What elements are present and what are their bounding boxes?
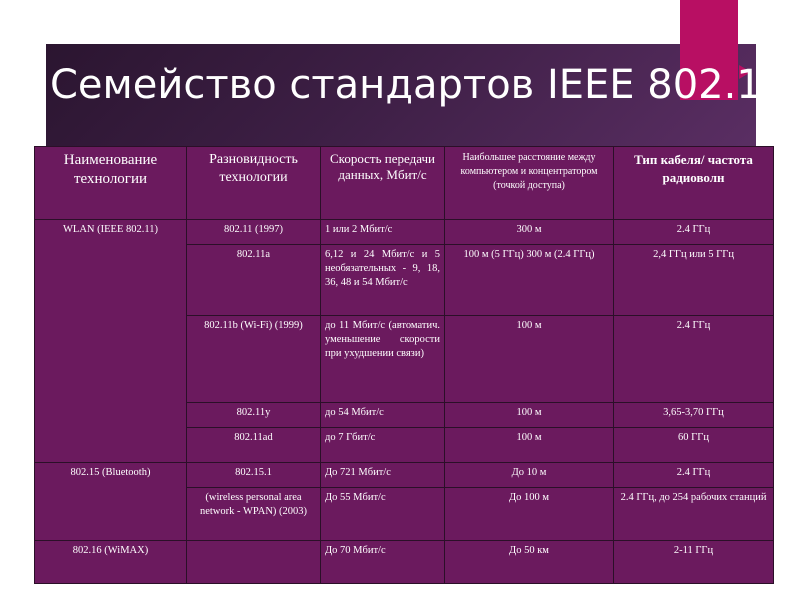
cell-speed: До 55 Мбит/с (321, 488, 445, 541)
cell-cable: 3,65-3,70 ГГц (614, 403, 774, 428)
cell-variant: 802.11ad (187, 428, 321, 463)
standards-table-container (34, 146, 773, 584)
cell-cable: 2.4 ГГц (614, 316, 774, 403)
cell-speed: до 54 Мбит/с (321, 403, 445, 428)
cell-speed: до 11 Мбит/с (автоматич. уменьшение скорости при ухудшении связи) (321, 316, 445, 403)
standards-table (34, 146, 774, 584)
slide-title: Семейство стандартов IEEE 802.11 (50, 62, 788, 108)
cell-cable: 2.4 ГГц (614, 463, 774, 488)
group-wlan: WLAN (IEEE 802.11) (35, 220, 187, 463)
cell-variant: 802.11b (Wi-Fi) (1999) (187, 316, 321, 403)
cell-speed: До 721 Мбит/с (321, 463, 445, 488)
cell-variant: 802.11 (1997) (187, 220, 321, 245)
header-name: Наименование технологии (35, 147, 187, 220)
group-wimax: 802.16 (WiMAX) (35, 541, 187, 584)
cell-speed: 6,12 и 24 Мбит/с и 5 необязательных - 9, 18, 36, 48 и 54 Мбит/с (321, 245, 445, 316)
cell-speed: До 70 Мбит/с (321, 541, 445, 584)
cell-distance: 100 м (445, 403, 614, 428)
cell-variant: 802.11y (187, 403, 321, 428)
table-body (35, 220, 774, 584)
table-row (35, 541, 774, 584)
cell-cable: 2-11 ГГц (614, 541, 774, 584)
cell-cable: 2,4 ГГц или 5 ГГц (614, 245, 774, 316)
cell-distance: 100 м (445, 428, 614, 463)
cell-speed: 1 или 2 Мбит/с (321, 220, 445, 245)
cell-distance: 300 м (445, 220, 614, 245)
header-distance: Наибольшее расстояние между компьютером и концентратором (точкой доступа) (445, 147, 614, 220)
cell-variant: 802.15.1 (187, 463, 321, 488)
cell-distance: До 10 м (445, 463, 614, 488)
cell-cable: 60 ГГц (614, 428, 774, 463)
cell-cable: 2.4 ГГц, до 254 рабочих станций (614, 488, 774, 541)
cell-variant: 802.11a (187, 245, 321, 316)
header-speed: Скорость передачи данных, Мбит/с (321, 147, 445, 220)
cell-cable: 2.4 ГГц (614, 220, 774, 245)
group-bluetooth: 802.15 (Bluetooth) (35, 463, 187, 541)
table-row (35, 463, 774, 488)
cell-variant (187, 541, 321, 584)
cell-distance: До 50 км (445, 541, 614, 584)
header-variant: Разновидность технологии (187, 147, 321, 220)
cell-distance: До 100 м (445, 488, 614, 541)
cell-distance: 100 м (5 ГГц) 300 м (2.4 ГГц) (445, 245, 614, 316)
table-row (35, 220, 774, 245)
header-cable: Тип кабеля/ частота радиоволн (614, 147, 774, 220)
cell-distance: 100 м (445, 316, 614, 403)
cell-speed: до 7 Гбит/с (321, 428, 445, 463)
header-row (35, 147, 774, 220)
table-header (35, 147, 774, 220)
cell-variant: (wireless personal area network - WPAN) (2003) (187, 488, 321, 541)
